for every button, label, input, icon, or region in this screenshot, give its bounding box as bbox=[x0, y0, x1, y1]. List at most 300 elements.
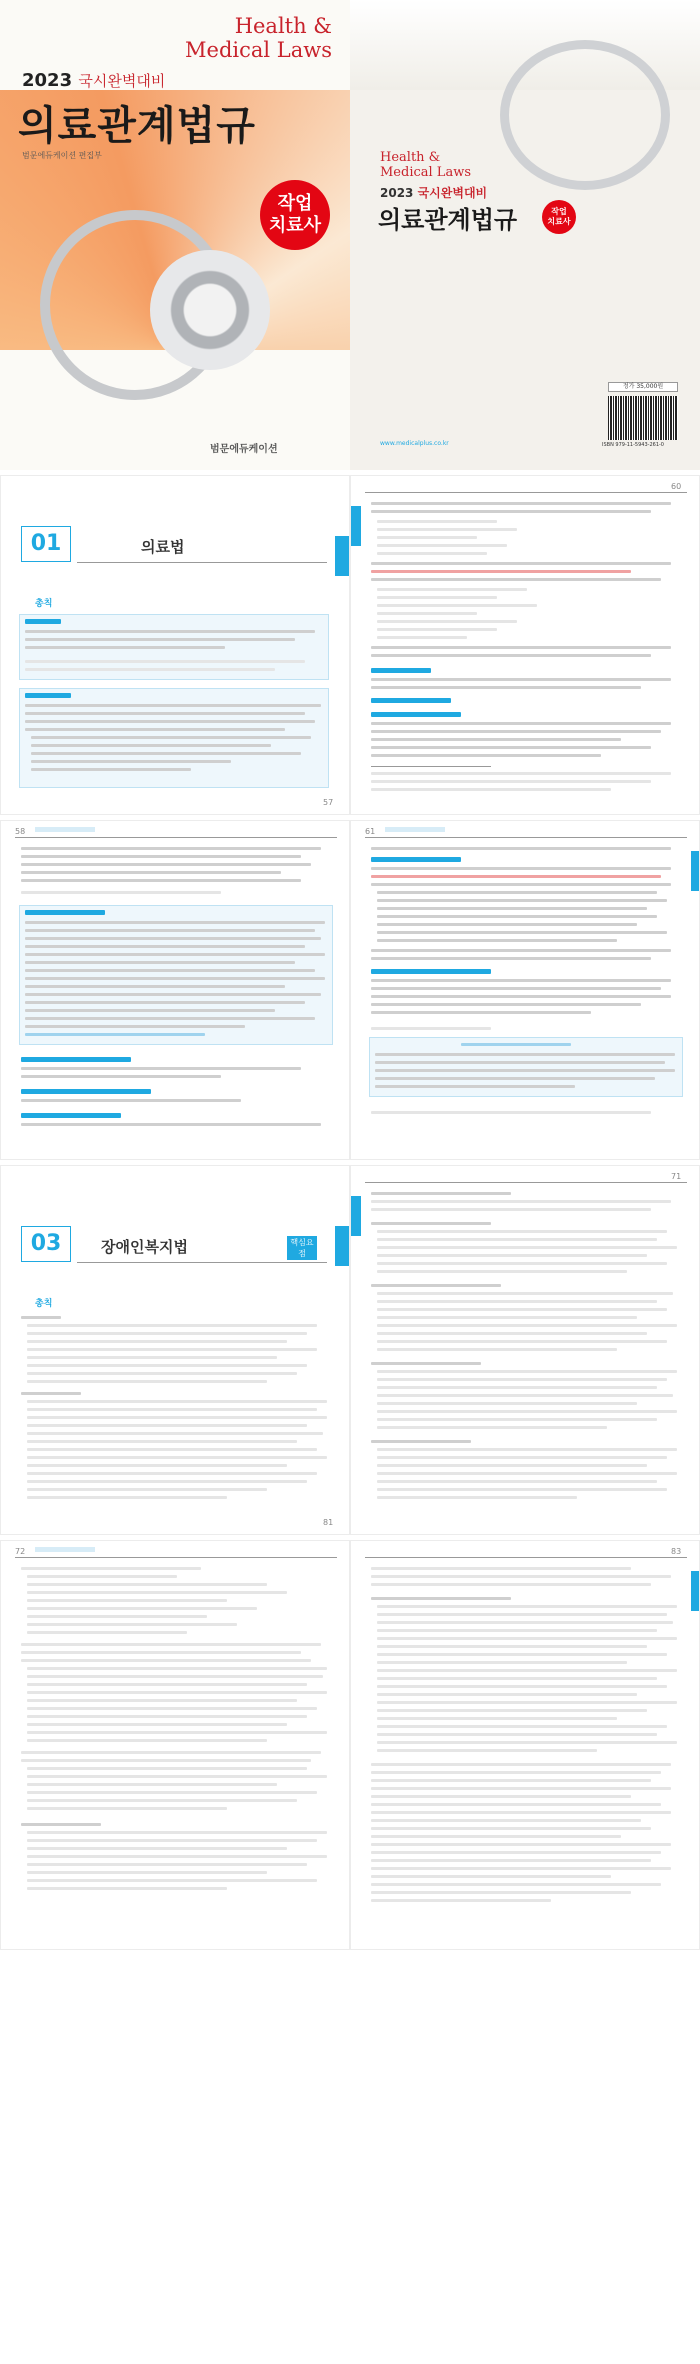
text-line bbox=[377, 620, 517, 623]
article-tag bbox=[371, 857, 461, 862]
text-line bbox=[377, 1488, 667, 1491]
text-line bbox=[377, 1701, 677, 1704]
text-line bbox=[27, 1731, 327, 1734]
text-line bbox=[371, 570, 631, 573]
section-heading bbox=[371, 1362, 481, 1365]
article-tag bbox=[25, 910, 105, 915]
text-line bbox=[377, 596, 497, 599]
text-line bbox=[371, 730, 661, 733]
text-line bbox=[27, 1871, 267, 1874]
text-line bbox=[377, 1348, 617, 1351]
text-line bbox=[377, 604, 537, 607]
text-line bbox=[27, 1723, 287, 1726]
text-line bbox=[377, 891, 657, 894]
text-line bbox=[25, 720, 315, 723]
text-line bbox=[377, 1717, 617, 1720]
text-line bbox=[27, 1631, 187, 1634]
text-line bbox=[377, 552, 487, 555]
text-line bbox=[377, 1292, 673, 1295]
text-line bbox=[371, 646, 671, 649]
text-line bbox=[31, 752, 301, 755]
text-line bbox=[377, 1370, 677, 1373]
article-tag bbox=[371, 969, 491, 974]
page-number: 83 bbox=[671, 1547, 682, 1556]
stethoscope-chestpiece bbox=[150, 250, 270, 370]
english-title-line1: Health & bbox=[234, 14, 332, 38]
year-line bbox=[22, 70, 165, 91]
text-line bbox=[27, 1667, 327, 1670]
text-line bbox=[377, 1749, 597, 1752]
english-title bbox=[185, 14, 332, 62]
text-line bbox=[25, 1001, 305, 1004]
text-line bbox=[25, 977, 325, 980]
page-72 bbox=[0, 1540, 350, 1950]
footnote-rule bbox=[371, 766, 491, 767]
text-line bbox=[371, 1011, 591, 1014]
article-box-4 bbox=[369, 1037, 683, 1097]
text-line bbox=[377, 1340, 667, 1343]
back-english-title bbox=[380, 150, 471, 180]
text-line bbox=[377, 1472, 677, 1475]
text-line bbox=[377, 1661, 627, 1664]
article-tag bbox=[371, 712, 461, 717]
text-line bbox=[371, 1575, 671, 1578]
text-line bbox=[27, 1348, 317, 1351]
publisher-logo: 범문에듀케이션 bbox=[210, 444, 278, 455]
text-line bbox=[371, 1208, 651, 1211]
text-line bbox=[27, 1807, 227, 1810]
text-line bbox=[21, 1651, 301, 1654]
text-line bbox=[25, 1009, 275, 1012]
page-number: 72 bbox=[15, 1547, 26, 1556]
text-line bbox=[377, 1709, 647, 1712]
text-line bbox=[371, 686, 641, 689]
text-line bbox=[377, 544, 507, 547]
text-line bbox=[371, 1003, 641, 1006]
chapter-side-tab bbox=[335, 1226, 350, 1266]
author: 범문에듀케이션 편집부 bbox=[22, 151, 102, 160]
text-line bbox=[25, 969, 315, 972]
text-line bbox=[377, 1386, 657, 1389]
text-line bbox=[377, 907, 647, 910]
text-line bbox=[25, 985, 285, 988]
text-line bbox=[27, 1863, 307, 1866]
text-line bbox=[377, 1308, 667, 1311]
text-line bbox=[377, 1394, 673, 1397]
chapter-number: 03 bbox=[21, 1226, 71, 1262]
section-heading bbox=[371, 1222, 491, 1225]
text-line bbox=[371, 1867, 671, 1870]
chapter-title: 의료법 bbox=[141, 538, 185, 556]
text-line bbox=[25, 1017, 315, 1020]
exam-prep: 국시완벽대비 bbox=[78, 72, 166, 90]
text-line bbox=[377, 1246, 677, 1249]
text-line bbox=[371, 1859, 651, 1862]
text-line bbox=[377, 1332, 647, 1335]
text-line bbox=[27, 1488, 267, 1491]
text-line bbox=[377, 1480, 657, 1483]
text-line bbox=[25, 921, 325, 924]
text-line bbox=[27, 1707, 317, 1710]
page-number: 81 bbox=[323, 1518, 334, 1527]
box-title bbox=[461, 1043, 571, 1046]
section-heading bbox=[371, 1440, 471, 1443]
text-line bbox=[371, 1851, 661, 1854]
text-line bbox=[377, 588, 527, 591]
text-line bbox=[371, 957, 651, 960]
text-line bbox=[27, 1456, 327, 1459]
text-line bbox=[27, 1887, 227, 1890]
text-line bbox=[21, 1123, 321, 1126]
article-tag bbox=[21, 1089, 151, 1094]
text-line bbox=[377, 1496, 577, 1499]
text-line bbox=[377, 1262, 667, 1265]
text-line bbox=[371, 738, 621, 741]
chapter-number: 01 bbox=[21, 526, 71, 562]
page-71 bbox=[350, 1165, 700, 1535]
text-line bbox=[21, 1075, 221, 1078]
text-line bbox=[27, 1472, 317, 1475]
text-line bbox=[27, 1480, 307, 1483]
text-line bbox=[371, 867, 671, 870]
text-line bbox=[27, 1380, 267, 1383]
text-line bbox=[377, 1605, 677, 1608]
text-line bbox=[27, 1683, 307, 1686]
text-line bbox=[27, 1440, 297, 1443]
text-line bbox=[371, 1771, 661, 1774]
text-line bbox=[25, 993, 321, 996]
text-line bbox=[31, 760, 231, 763]
page-number: 57 bbox=[323, 798, 334, 807]
text-line bbox=[27, 1775, 327, 1778]
text-line bbox=[377, 1270, 627, 1273]
section-heading bbox=[371, 1284, 501, 1287]
text-line bbox=[377, 1254, 647, 1257]
text-line bbox=[25, 704, 321, 707]
text-line bbox=[25, 646, 225, 649]
text-line bbox=[27, 1340, 287, 1343]
text-line bbox=[25, 1025, 245, 1028]
footnote-line bbox=[371, 788, 611, 791]
section-heading bbox=[371, 1027, 491, 1030]
text-line bbox=[25, 953, 325, 956]
text-line bbox=[377, 1410, 677, 1413]
header-rule bbox=[15, 837, 337, 838]
text-line bbox=[27, 1691, 327, 1694]
text-line bbox=[377, 1324, 677, 1327]
text-line bbox=[371, 1111, 651, 1114]
footnote-line bbox=[371, 772, 671, 775]
text-line bbox=[377, 1741, 677, 1744]
text-line bbox=[371, 1875, 611, 1878]
text-line bbox=[371, 562, 671, 565]
text-line bbox=[27, 1591, 287, 1594]
chapter-rule bbox=[77, 1262, 327, 1263]
price-label: 정가 35,000원 bbox=[608, 382, 678, 392]
text-line bbox=[27, 1372, 297, 1375]
page-number: 61 bbox=[365, 827, 376, 836]
text-line bbox=[27, 1448, 317, 1451]
page-83 bbox=[350, 1540, 700, 1950]
text-line bbox=[31, 768, 191, 771]
text-line bbox=[25, 660, 305, 663]
page-60 bbox=[350, 475, 700, 815]
text-line bbox=[371, 875, 661, 878]
text-line bbox=[371, 883, 671, 886]
text-line bbox=[377, 1685, 667, 1688]
text-line bbox=[21, 879, 301, 882]
chapter-side-tab bbox=[691, 1571, 700, 1611]
text-line bbox=[371, 1567, 631, 1570]
text-line bbox=[371, 987, 661, 990]
text-line bbox=[27, 1432, 323, 1435]
text-line bbox=[25, 630, 315, 633]
text-line bbox=[27, 1416, 327, 1419]
text-line bbox=[377, 1316, 637, 1319]
text-line bbox=[371, 949, 671, 952]
article-tag bbox=[371, 668, 431, 673]
text-line bbox=[371, 1200, 671, 1203]
text-line bbox=[375, 1053, 675, 1056]
page-number: 71 bbox=[671, 1172, 682, 1181]
text-line bbox=[377, 1448, 677, 1451]
text-line bbox=[27, 1599, 227, 1602]
text-line bbox=[375, 1077, 655, 1080]
back-english-title-line1: Health & bbox=[380, 150, 441, 165]
article-tag bbox=[21, 1057, 131, 1062]
text-line bbox=[377, 1300, 657, 1303]
chapter-rule bbox=[77, 562, 327, 563]
page-61 bbox=[350, 820, 700, 1160]
text-line bbox=[377, 1418, 657, 1421]
text-line bbox=[371, 1835, 621, 1838]
back-year-line bbox=[380, 184, 487, 201]
back-badge-line1: 작업 bbox=[551, 207, 567, 216]
text-line bbox=[371, 678, 671, 681]
text-line bbox=[21, 1392, 81, 1395]
text-line bbox=[21, 871, 281, 874]
article-tag bbox=[25, 693, 71, 698]
text-line bbox=[377, 915, 657, 918]
page-number: 58 bbox=[15, 827, 26, 836]
page-57 bbox=[0, 475, 350, 815]
text-line bbox=[21, 1659, 311, 1662]
text-line bbox=[377, 1378, 667, 1381]
text-line bbox=[371, 1192, 511, 1195]
isbn-barcode bbox=[608, 396, 678, 440]
text-line bbox=[377, 1464, 647, 1467]
text-line bbox=[31, 744, 271, 747]
year: 2023 bbox=[22, 70, 73, 91]
text-line bbox=[21, 863, 311, 866]
text-line bbox=[371, 1583, 651, 1586]
text-line bbox=[377, 1637, 677, 1640]
chapter-side-tab bbox=[335, 536, 350, 576]
text-line bbox=[27, 1607, 257, 1610]
text-line bbox=[377, 1456, 667, 1459]
text-line bbox=[25, 712, 305, 715]
badge-line1: 작업 bbox=[277, 193, 313, 214]
text-line bbox=[377, 528, 517, 531]
badge-line2: 치료사 bbox=[268, 215, 322, 236]
back-cover bbox=[350, 0, 700, 470]
header-rule bbox=[365, 1557, 687, 1558]
page-number: 60 bbox=[671, 482, 682, 491]
text-line bbox=[375, 1085, 575, 1088]
text-line bbox=[21, 855, 301, 858]
front-cover bbox=[0, 0, 350, 470]
text-line bbox=[377, 1402, 637, 1405]
chapter-side-tab bbox=[351, 506, 361, 546]
text-line bbox=[377, 1238, 657, 1241]
text-line bbox=[377, 1677, 657, 1680]
footnote-line bbox=[371, 780, 651, 783]
text-line bbox=[377, 628, 497, 631]
text-line bbox=[25, 1033, 205, 1036]
text-line bbox=[377, 931, 667, 934]
text-line bbox=[377, 520, 497, 523]
text-line bbox=[27, 1767, 307, 1770]
text-line bbox=[27, 1675, 323, 1678]
section-intro: 총칙 bbox=[35, 1299, 53, 1309]
text-line bbox=[371, 578, 661, 581]
running-header bbox=[35, 827, 95, 832]
text-line bbox=[377, 939, 617, 942]
back-book-title: 의료관계법규 bbox=[378, 206, 518, 234]
text-line bbox=[377, 923, 637, 926]
header-rule bbox=[365, 1182, 687, 1183]
text-line bbox=[27, 1615, 207, 1618]
section-intro: 총칙 bbox=[35, 599, 53, 609]
text-line bbox=[21, 1643, 321, 1646]
section-heading bbox=[371, 1597, 511, 1600]
text-line bbox=[25, 961, 295, 964]
text-line bbox=[21, 1751, 321, 1754]
text-line bbox=[371, 1803, 661, 1806]
text-line bbox=[377, 1426, 607, 1429]
text-line bbox=[371, 1843, 671, 1846]
text-line bbox=[27, 1879, 317, 1882]
website-url: www.medicalplus.co.kr bbox=[380, 440, 449, 447]
text-line bbox=[27, 1575, 177, 1578]
text-line bbox=[377, 1621, 673, 1624]
text-line bbox=[27, 1356, 277, 1359]
text-line bbox=[27, 1783, 277, 1786]
occupational-therapist-badge bbox=[260, 180, 330, 250]
text-line bbox=[371, 1787, 671, 1790]
back-english-title-line2: Medical Laws bbox=[380, 165, 471, 180]
chapter-side-tab bbox=[691, 851, 700, 891]
text-line bbox=[27, 1424, 307, 1427]
text-line bbox=[371, 502, 671, 505]
text-line bbox=[377, 612, 477, 615]
header-rule bbox=[15, 1557, 337, 1558]
text-line bbox=[371, 847, 671, 850]
text-line bbox=[27, 1799, 297, 1802]
text-line bbox=[377, 1669, 677, 1672]
text-line bbox=[377, 536, 477, 539]
text-line bbox=[377, 899, 667, 902]
text-line bbox=[27, 1715, 307, 1718]
back-year: 2023 bbox=[380, 186, 414, 200]
page-58 bbox=[0, 820, 350, 1160]
back-exam-prep: 국시완벽대비 bbox=[417, 186, 488, 200]
article-tag bbox=[371, 698, 451, 703]
text-line bbox=[25, 638, 295, 641]
text-line bbox=[27, 1839, 317, 1842]
text-line bbox=[21, 1099, 241, 1102]
text-line bbox=[27, 1464, 287, 1467]
text-line bbox=[377, 1733, 657, 1736]
text-line bbox=[27, 1332, 307, 1335]
book-title: 의료관계법규 bbox=[18, 103, 256, 149]
text-line bbox=[371, 746, 651, 749]
text-line bbox=[371, 510, 651, 513]
text-line bbox=[371, 1795, 631, 1798]
text-line bbox=[25, 937, 321, 940]
text-line bbox=[27, 1324, 317, 1327]
text-line bbox=[371, 1819, 641, 1822]
text-line bbox=[27, 1791, 317, 1794]
text-line bbox=[371, 754, 601, 757]
text-line bbox=[371, 1891, 631, 1894]
header-rule bbox=[365, 837, 687, 838]
text-line bbox=[375, 1069, 675, 1072]
text-line bbox=[21, 1759, 311, 1762]
text-line bbox=[371, 1779, 651, 1782]
text-line bbox=[21, 1067, 301, 1070]
text-line bbox=[371, 1899, 551, 1902]
text-line bbox=[375, 1061, 665, 1064]
article-box-3 bbox=[19, 905, 333, 1045]
text-line bbox=[377, 1725, 667, 1728]
text-line bbox=[27, 1496, 227, 1499]
running-header bbox=[35, 1547, 95, 1552]
text-line bbox=[371, 1811, 671, 1814]
text-line bbox=[25, 929, 315, 932]
article-tag bbox=[21, 1113, 121, 1118]
text-line bbox=[377, 1653, 667, 1656]
text-line bbox=[27, 1623, 237, 1626]
text-line bbox=[21, 891, 221, 894]
chapter-side-tab bbox=[351, 1196, 361, 1236]
text-line bbox=[377, 636, 467, 639]
header-rule bbox=[365, 492, 687, 493]
running-header bbox=[385, 827, 445, 832]
back-badge bbox=[542, 200, 576, 234]
text-line bbox=[27, 1847, 287, 1850]
text-line bbox=[21, 1316, 61, 1319]
text-line bbox=[27, 1408, 317, 1411]
page-81 bbox=[0, 1165, 350, 1535]
text-line bbox=[21, 847, 321, 850]
text-line bbox=[371, 1883, 661, 1886]
text-line bbox=[371, 1827, 651, 1830]
text-line bbox=[377, 1230, 667, 1233]
text-line bbox=[377, 1629, 657, 1632]
text-line bbox=[27, 1364, 307, 1367]
back-badge-line2: 치료사 bbox=[547, 217, 571, 226]
text-line bbox=[377, 1645, 647, 1648]
text-line bbox=[377, 1693, 637, 1696]
text-line bbox=[27, 1739, 267, 1742]
text-line bbox=[371, 995, 671, 998]
text-line bbox=[25, 668, 275, 671]
text-line bbox=[27, 1583, 267, 1586]
text-line bbox=[27, 1699, 297, 1702]
article-tag bbox=[25, 619, 61, 624]
text-line bbox=[371, 722, 671, 725]
